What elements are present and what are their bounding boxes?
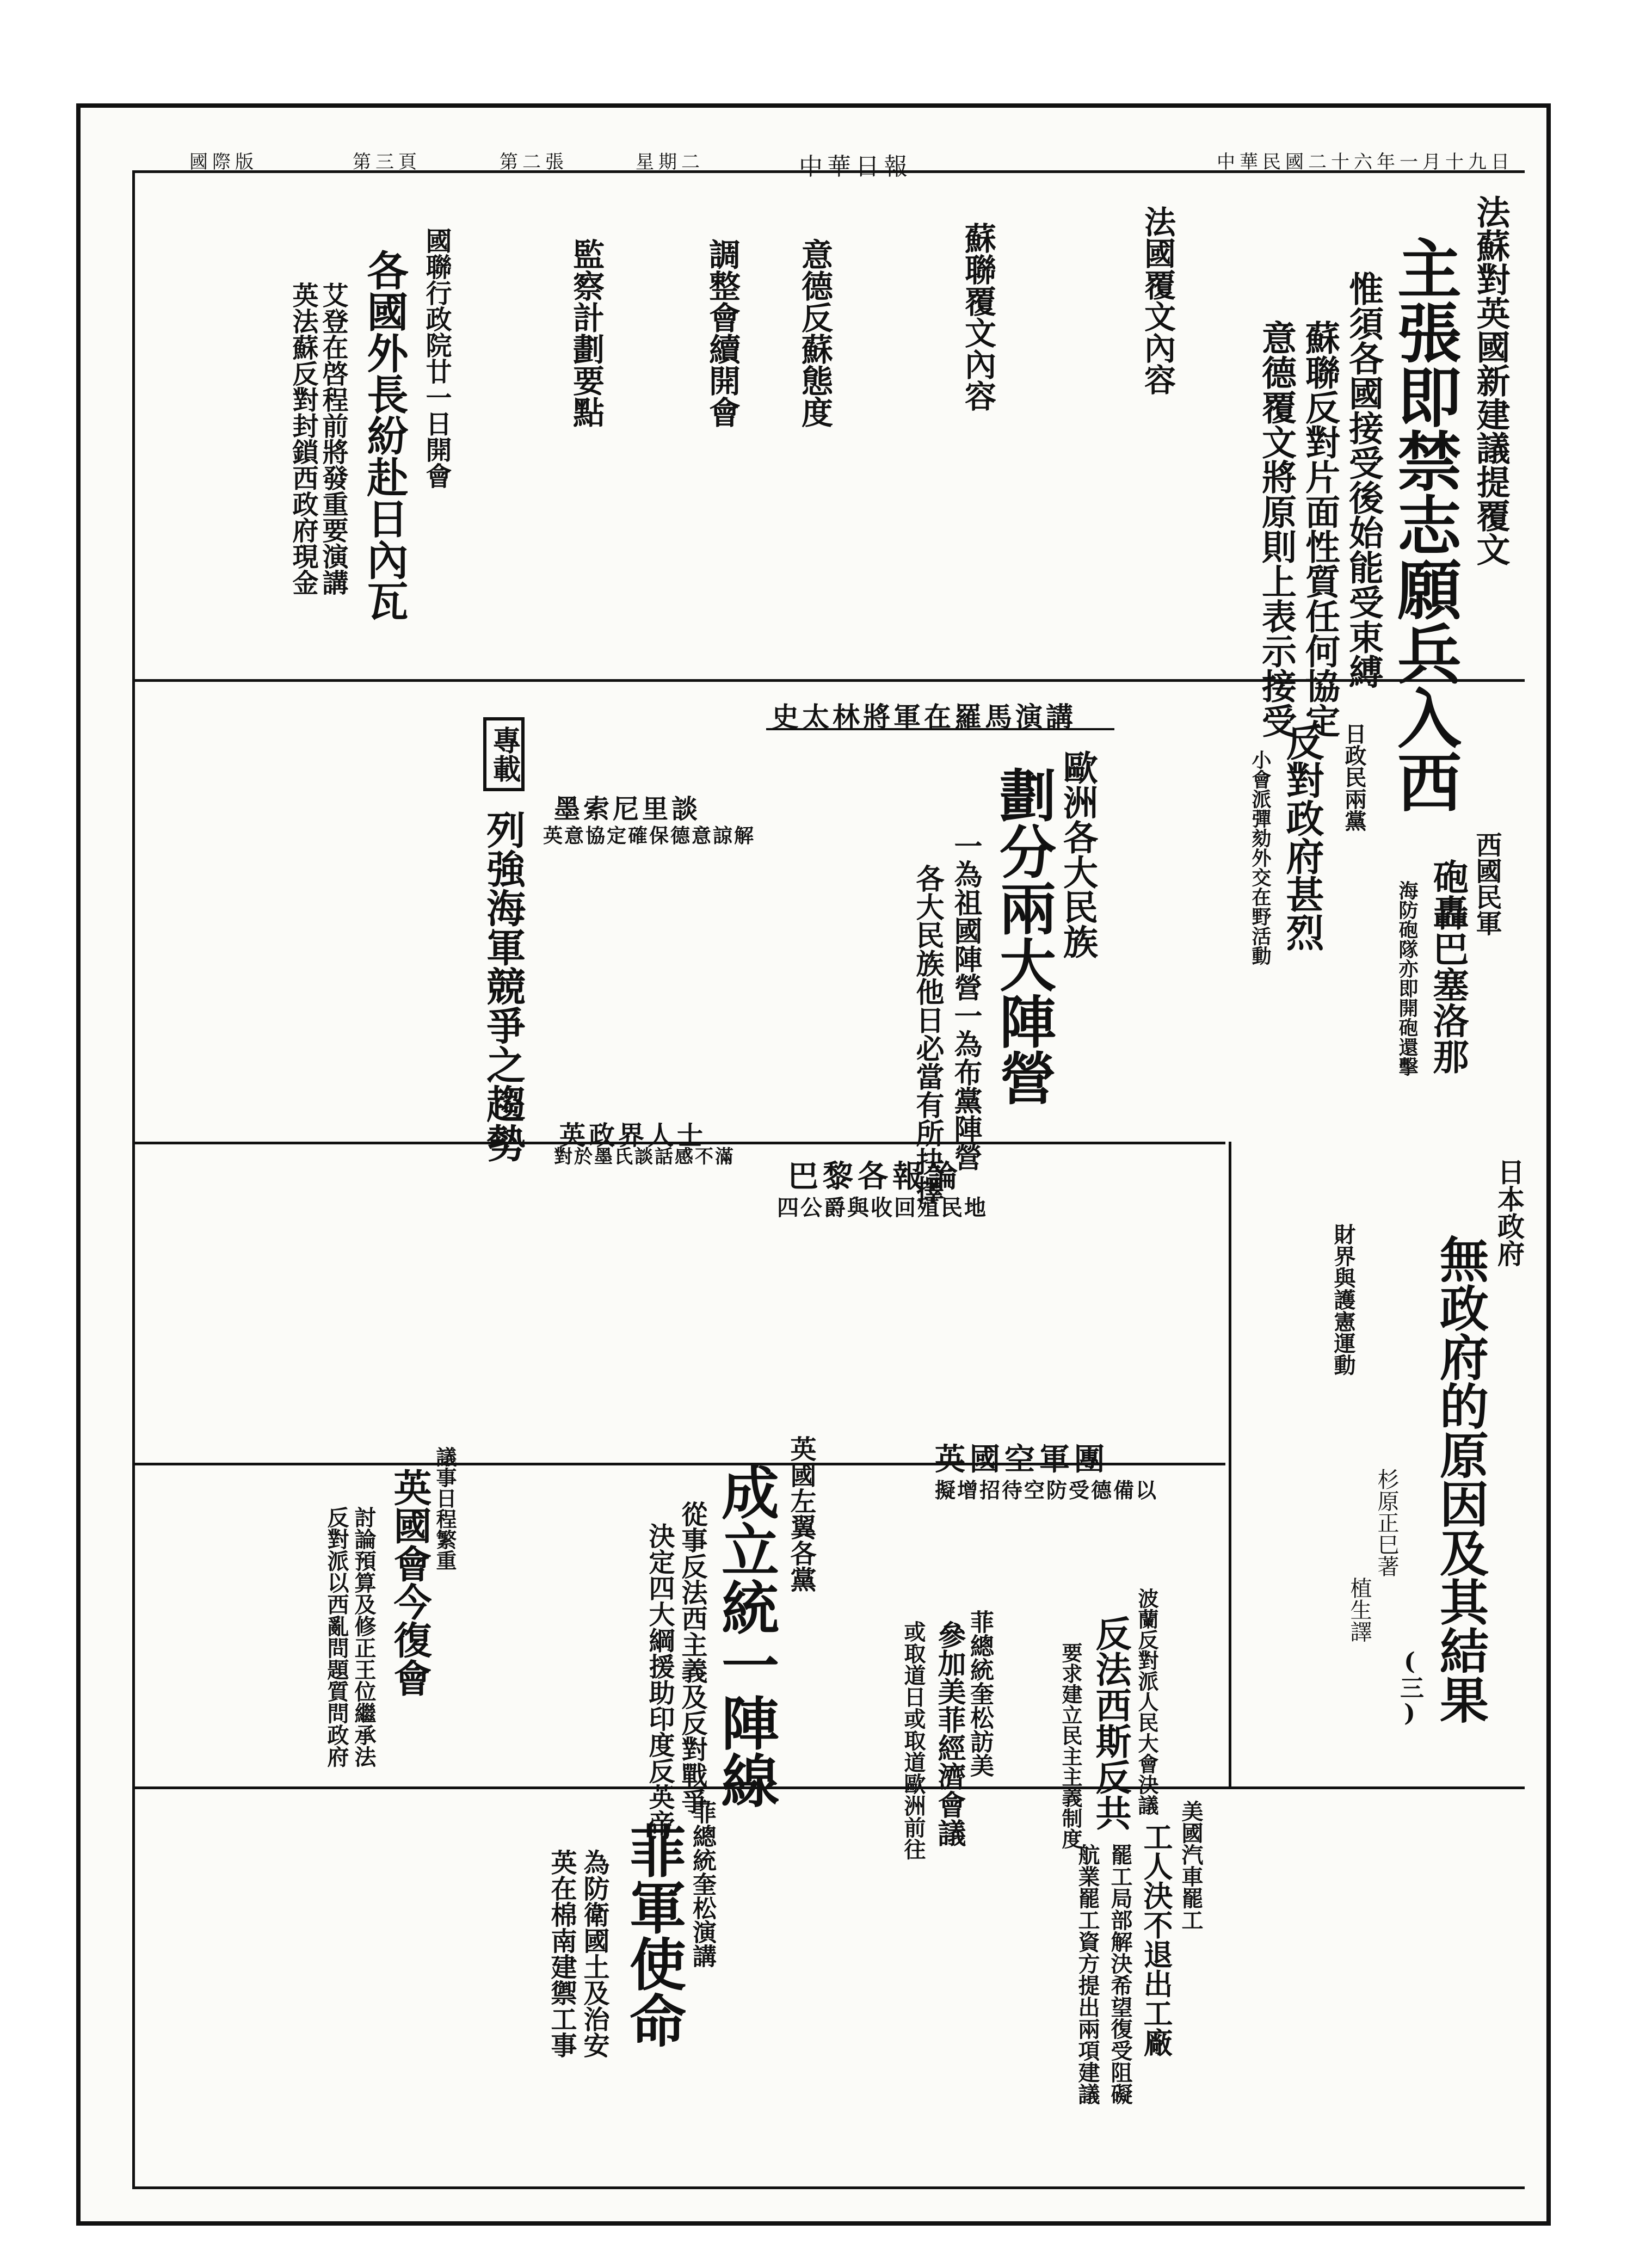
japan-govt-part: (三) xyxy=(1396,1648,1423,1727)
spain-headline: 砲轟巴塞洛那 xyxy=(1427,859,1469,1074)
uk-left-body xyxy=(472,1446,636,1778)
masthead-sheet: 第二張 xyxy=(500,151,568,173)
us-auto-kicker: 美國汽車罷工 xyxy=(1178,1800,1204,1931)
league-kicker: 國聯行政院廿一日開會 xyxy=(421,227,452,489)
stalin-headline: 劃分兩大陣營 xyxy=(990,766,1057,1106)
third-band-body xyxy=(140,1153,657,1452)
league-headline: 各國外長紛赴日內瓦 xyxy=(360,249,409,621)
france-body xyxy=(1008,195,1136,674)
col-head-italy-germany: 意德反蘇態度 xyxy=(796,238,833,428)
col-head-adjust: 調整會續開會 xyxy=(704,238,741,428)
supervise-body xyxy=(470,195,568,674)
ph-army-headline: 菲軍使命 xyxy=(620,1822,687,2048)
stalin-body xyxy=(772,739,908,1131)
japan-govt-headline: 無政府的原因及其結果 xyxy=(1431,1234,1489,1724)
raf-body xyxy=(810,1501,1158,1582)
japan-politics-sub: 小會派彈劾外交在野活動 xyxy=(1249,750,1272,965)
japan-politics-headline: 反對政府甚烈 xyxy=(1280,723,1325,951)
italy-germany-body xyxy=(739,195,796,674)
uk-left-headline: 成立統一陣線 xyxy=(712,1463,780,1809)
uk-parliament-headline: 英國會今復會 xyxy=(387,1468,433,1697)
raf-headline: 英國空軍團 xyxy=(935,1441,1109,1477)
masthead-paper-name: 中華日報 xyxy=(799,153,912,181)
col-head-france: 法國覆文內容 xyxy=(1139,206,1176,395)
serial-headline: 列強海軍競爭之趨勢 xyxy=(480,810,526,1162)
league-sub2: 英法蘇反對封鎖西政府現金 xyxy=(288,282,318,595)
paris-body xyxy=(668,1223,1049,1452)
british-figures-headline: 英政界人士 xyxy=(559,1120,707,1151)
adjust-body xyxy=(603,195,704,674)
stalin-sub2: 各大民族他日必當有所抉擇 xyxy=(911,864,944,1204)
spain-body-2 xyxy=(1408,723,1512,826)
stalin-sub1: 一為祖國陣營一為布黨陣營 xyxy=(949,831,982,1171)
uk-parliament-body xyxy=(140,1446,320,1778)
japan-govt-kicker: 日本政府 xyxy=(1493,1158,1525,1267)
poland-body xyxy=(1006,1588,1055,1778)
japan-govt-body xyxy=(1240,1169,1327,1773)
paris-sub: 四公爵與收回殖民地 xyxy=(777,1195,988,1221)
us-auto-body xyxy=(766,1797,1071,2178)
top-story-body-2 xyxy=(1229,200,1240,668)
rule-left-edge xyxy=(132,170,135,2189)
mussolini-headline: 墨索尼里談 xyxy=(554,794,701,824)
british-figures-sub: 對於墨氏談話感不滿 xyxy=(554,1146,735,1168)
spain-kicker: 西國民軍 xyxy=(1471,831,1502,936)
us-auto-sub2: 航業罷工資方提出兩項建議 xyxy=(1075,1844,1100,2105)
uk-left-kicker: 英國左翼各黨 xyxy=(786,1436,816,1592)
masthead-page: 第三頁 xyxy=(353,151,421,173)
serial-body xyxy=(140,717,467,1136)
top-story-body xyxy=(1240,200,1484,315)
mussolini-sub: 英意協定確保德意諒解 xyxy=(543,824,756,847)
ph-army-kicker: 菲總統奎松演講 xyxy=(688,1800,716,1968)
ph-army-sub2: 英在棉南建禦工事 xyxy=(546,1849,577,2058)
raf-sub: 擬增招待空防受德備以 xyxy=(935,1478,1158,1502)
uk-parliament-sub1: 討論預算及修正王位繼承法 xyxy=(351,1506,377,1767)
uk-parliament-kicker: 議事日程繁重 xyxy=(433,1446,457,1570)
us-auto-sub1: 罷工局部解決希望復受阻礙 xyxy=(1107,1844,1133,2105)
league-body xyxy=(140,195,285,674)
masthead-section: 國際版 xyxy=(189,151,258,173)
soviet-body xyxy=(826,195,957,674)
poland-sub: 要求建立民主主義制度 xyxy=(1058,1642,1083,1849)
france-body-2 xyxy=(1180,195,1218,674)
col-head-supervise: 監察計劃要點 xyxy=(568,238,605,428)
poland-headline: 反法西斯反共 xyxy=(1089,1615,1132,1831)
philippines-sub1: 參加美菲經濟會議 xyxy=(933,1621,966,1847)
paris-headline: 巴黎各報論 xyxy=(788,1159,962,1194)
philippines-body xyxy=(804,1588,897,1778)
top-story-sub3: 意德覆文將原則上表示接受 xyxy=(1256,320,1297,738)
bottom-right-body xyxy=(1240,1797,1539,2178)
ph-army-sub1: 為防衛國土及治安 xyxy=(579,1849,609,2058)
top-story-sub2: 蘇聯反對片面性質任何協定 xyxy=(1299,320,1340,738)
newspaper-page xyxy=(76,103,1551,2226)
rule-right-column xyxy=(1229,1142,1231,1786)
ph-army-body-2 xyxy=(706,1797,761,2178)
soviet-body-2 xyxy=(1000,195,1006,674)
japan-govt-author: 杉原正巳著 xyxy=(1374,1468,1399,1577)
philippines-sub2: 或取道日或取道歐洲前往 xyxy=(901,1621,926,1860)
us-auto-headline: 工人決不退出工廠 xyxy=(1139,1822,1174,2057)
scan-margin xyxy=(0,0,76,2261)
uk-left-sub1: 從事反法西主義及反對戰爭 xyxy=(677,1501,707,1814)
paris-body-2 xyxy=(1060,1153,1218,1452)
rule-foot xyxy=(132,2186,1525,2189)
masthead-weekday: 星期二 xyxy=(636,151,704,173)
japan-politics-kicker: 日政民兩黨 xyxy=(1341,723,1367,831)
japan-politics-body xyxy=(1109,723,1245,978)
serial-label: 專載 xyxy=(483,717,525,791)
top-story-sub1: 惟須各國接受後始能受束縛 xyxy=(1343,271,1384,689)
japan-govt-translator: 植生譯 xyxy=(1347,1577,1372,1642)
top-story-kicker: 法蘇對英國新建議提覆文 xyxy=(1471,195,1511,566)
japan-govt-sub: 財界與護憲運動 xyxy=(1330,1223,1356,1376)
masthead-date: 中華民國二十六年一月十九日 xyxy=(1217,151,1514,173)
league-sub1: 艾登在啓程前將發重要演講 xyxy=(318,282,348,595)
rule-bottom-band xyxy=(132,1786,1525,1789)
uk-left-sub2: 決定四大綱援助印度反英帝 xyxy=(644,1523,675,1836)
ph-army-body xyxy=(140,1797,538,2178)
top-story-headline: 主張即禁志願兵入西 xyxy=(1386,236,1462,814)
col-head-soviet: 蘇聯覆文內容 xyxy=(959,222,996,411)
mussolini-body xyxy=(548,853,761,1104)
stalin-banner: 史太林將軍在羅馬演講 xyxy=(772,701,1076,733)
spain-sub: 海防砲隊亦即開砲還擊 xyxy=(1396,880,1419,1076)
poland-kicker: 波蘭反對派人民大會決議 xyxy=(1135,1588,1159,1815)
uk-parliament-sub2: 反對派以西亂問題質問政府 xyxy=(324,1506,349,1767)
philippines-headline: 菲總統奎松訪美 xyxy=(966,1610,994,1777)
stalin-kicker: 歐洲各大民族 xyxy=(1057,750,1098,959)
